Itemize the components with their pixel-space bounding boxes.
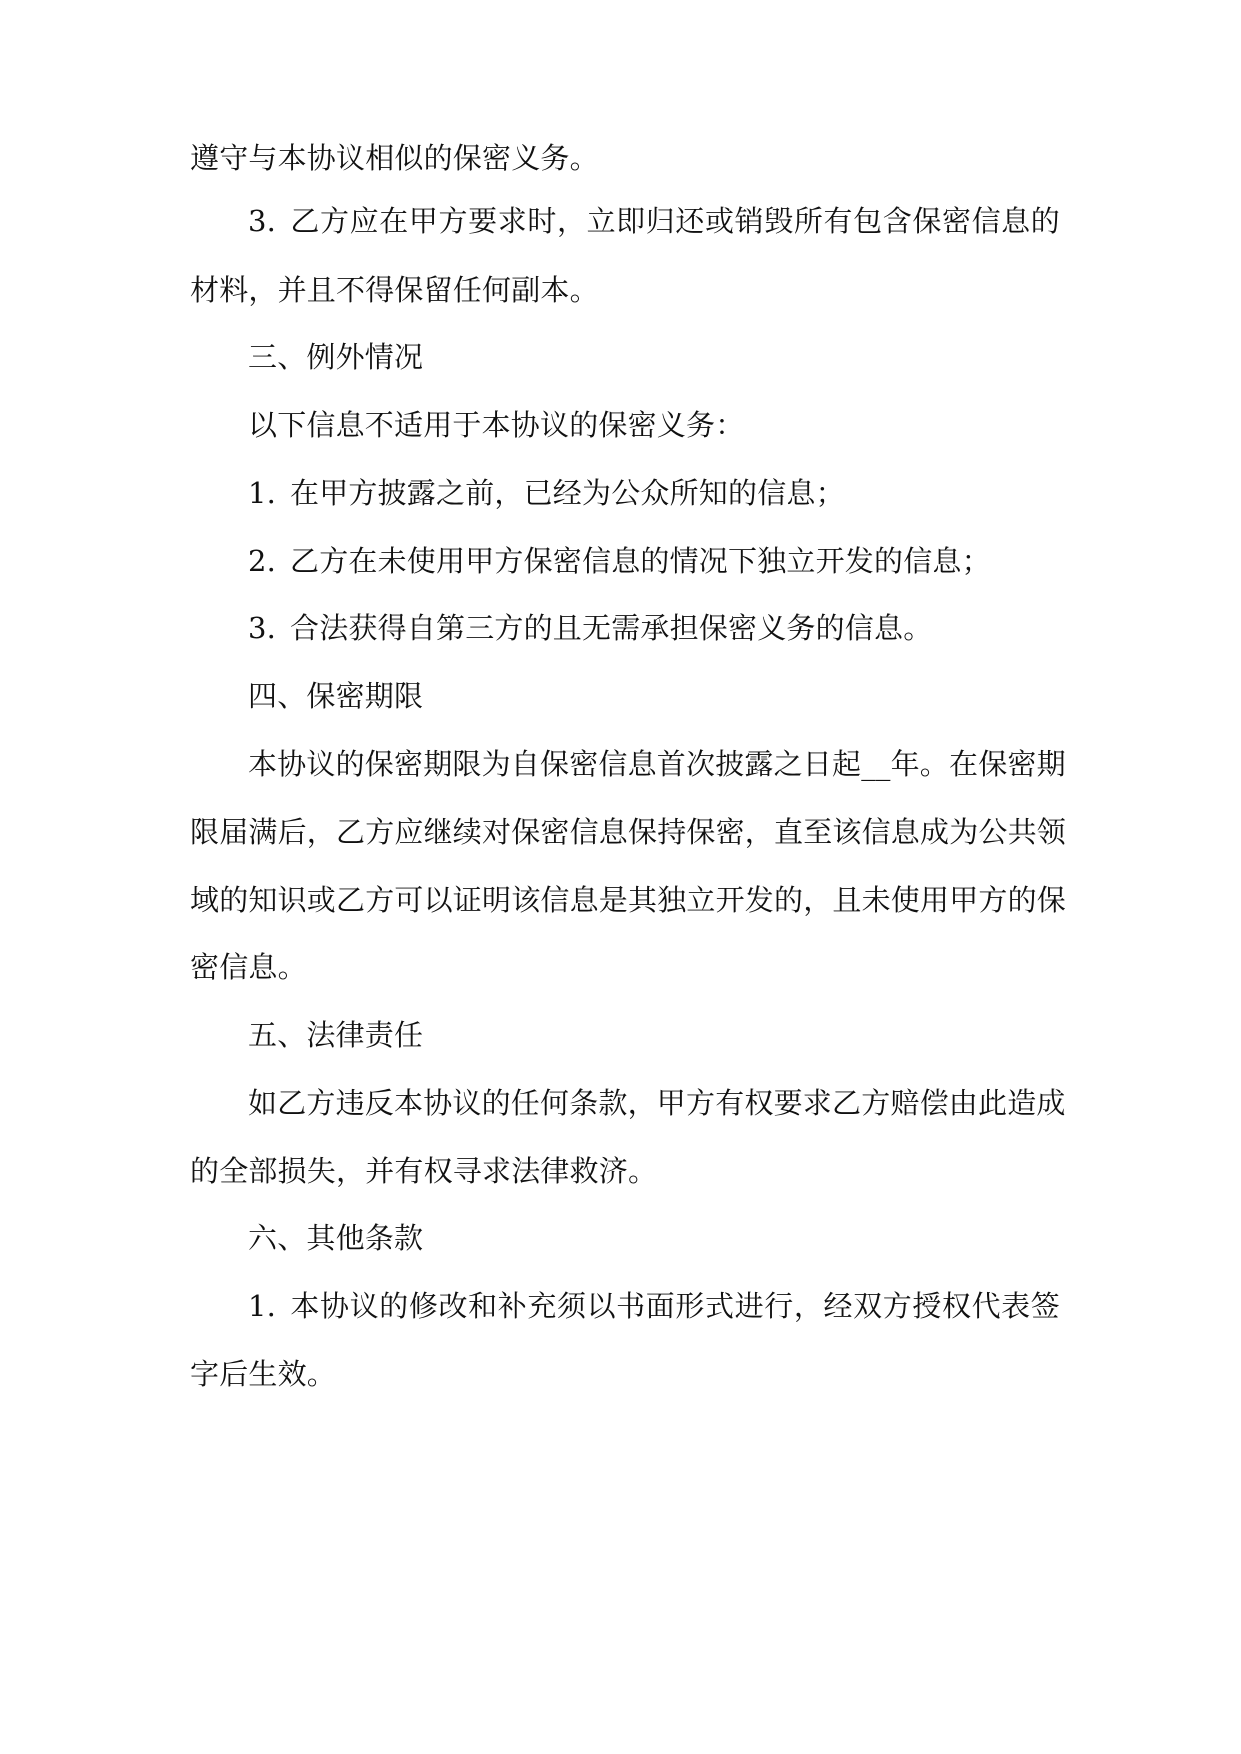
text-line: 域的知识或乙方可以证明该信息是其独立开发的，且未使用甲方的保 xyxy=(190,883,1067,917)
text-line: 材料，并且不得保留任何副本。 xyxy=(190,273,599,307)
text-line: 本协议的保密期限为自保密信息首次披露之日起__年。在保密期 xyxy=(248,747,1066,781)
text-line: 以下信息不适用于本协议的保密义务： xyxy=(248,408,745,442)
text-line: 如乙方违反本协议的任何条款，甲方有权要求乙方赔偿由此造成 xyxy=(248,1086,1066,1120)
item-text: 本协议的修改和补充须以书面形式进行，经双方授权代表签 xyxy=(290,1289,1060,1323)
section-heading: 四、保密期限 xyxy=(248,679,424,713)
text-line: 遵守与本协议相似的保密义务。 xyxy=(190,141,599,175)
text-line: 字后生效。 xyxy=(190,1357,337,1391)
text-line: 的全部损失，并有权寻求法律救济。 xyxy=(190,1154,658,1188)
text-line: 限届满后，乙方应继续对保密信息保持保密，直至该信息成为公共领 xyxy=(190,815,1067,849)
item-text: 乙方在未使用甲方保密信息的情况下独立开发的信息； xyxy=(290,544,991,578)
section-heading: 三、例外情况 xyxy=(248,340,424,374)
numbered-item xyxy=(248,608,1060,648)
item-number: 2. xyxy=(248,544,277,578)
item-number: 3. xyxy=(248,611,277,645)
text-line: 密信息。 xyxy=(190,950,307,984)
section-heading: 五、法律责任 xyxy=(248,1018,424,1052)
item-text: 合法获得自第三方的且无需承担保密义务的信息。 xyxy=(290,611,933,645)
numbered-item xyxy=(248,541,1060,581)
item-number: 1. xyxy=(248,1289,277,1323)
item-text: 乙方应在甲方要求时，立即归还或销毁所有包含保密信息的 xyxy=(290,204,1060,238)
section-heading: 六、其他条款 xyxy=(248,1221,424,1255)
numbered-item xyxy=(248,473,1060,513)
item-number: 1. xyxy=(248,476,277,510)
item-number: 3. xyxy=(248,204,277,238)
numbered-item xyxy=(248,1286,1060,1326)
numbered-item xyxy=(248,201,1060,241)
item-text: 在甲方披露之前，已经为公众所知的信息； xyxy=(290,476,845,510)
